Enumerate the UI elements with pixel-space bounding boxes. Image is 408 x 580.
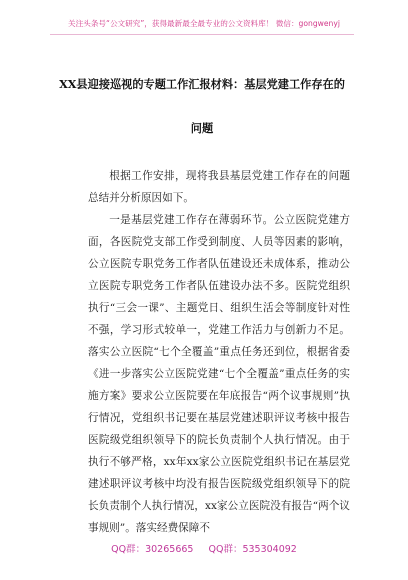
header-divider <box>50 34 354 35</box>
header-banner: 关注头条号“公文研究”，获得最新最全最专业的公文资料库！ 微信：gongwenyj <box>68 19 340 28</box>
body-paragraph: 一是基层党建工作存在薄弱环节。公立医院党建方面，各医院党支部工作受到制度、人员等因素的影响，公立医院专职党务工作者队伍建设还未成体系，推动公立医院专职党务工作者队伍建设办法不多。医院党组织执行“三会一课”、主题党日、组织生活会等制度针对性不强，学习形式较单一，党建工作活力与创新力不足。落实公立医院“七个全覆盖”重点任务还到位，根据省委《进一步落实公立医院党建“七个全覆盖”重点任务的实施方案》要求公立医院要在年底报告“两个议事规则”执行情况，党组织书记要在基层党建述职评议考核中报告医院级党组织领导下的院长负责制个人执行情况。由于执行不够严格，xx年xx家公立医院党组织书记在基层党建述职评议考核中均没有报告医院级党组织领导下的院长负责制个人执行情况，xx家公立医院没有报告“两个议事规则”。落实经费保障不 <box>88 214 350 534</box>
footer-qq-group-2: QQ群：535304092 <box>208 544 297 555</box>
document-title-line-2: 问题 <box>190 121 214 135</box>
document-title-line-1: XX县迎接巡视的专题工作汇报材料：基层党建工作存在的 <box>59 77 345 91</box>
intro-paragraph: 根据工作安排，现将我县基层党建工作存在的问题总结并分析原因如下。 <box>88 170 350 204</box>
footer-contacts <box>0 541 408 555</box>
footer-qq-group-1: QQ群：30265665 <box>111 544 194 555</box>
